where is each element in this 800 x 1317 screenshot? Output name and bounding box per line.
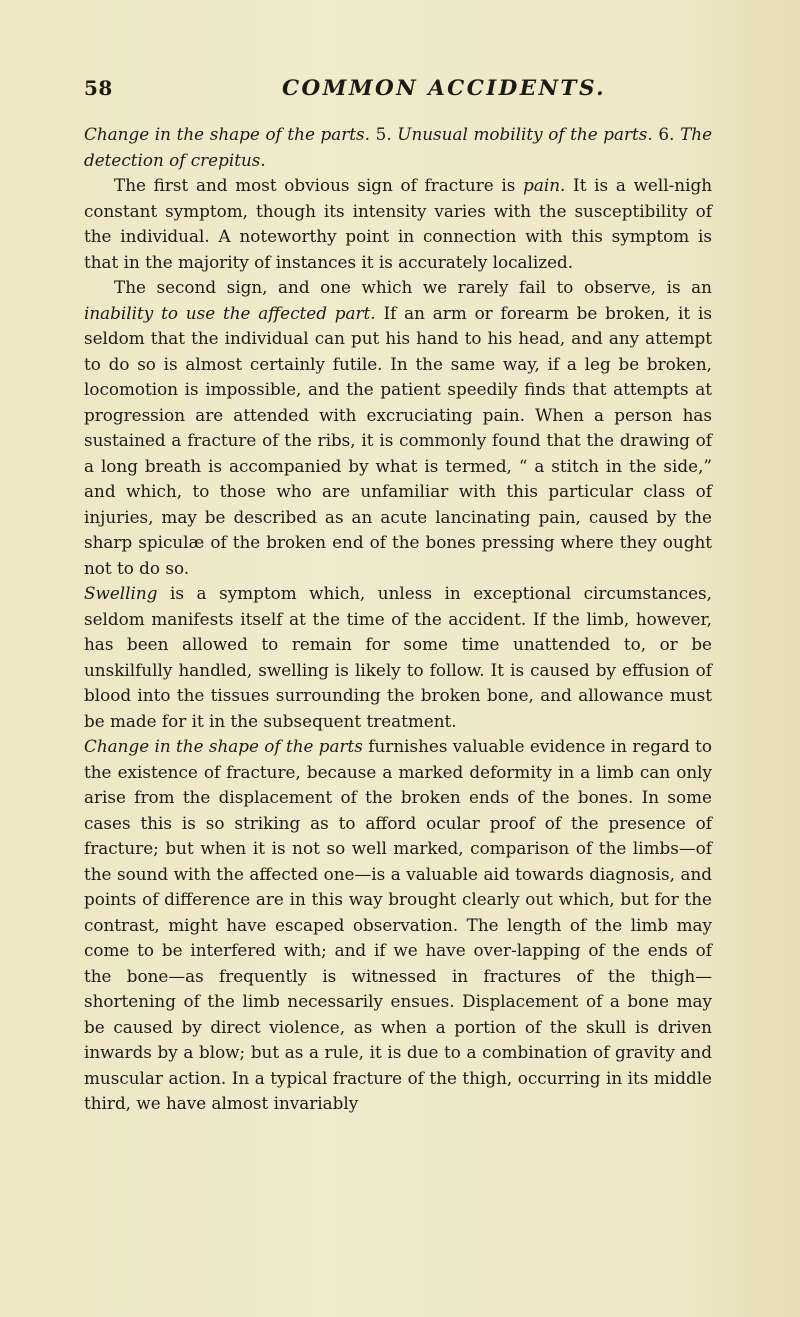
running-title: COMMON ACCIDENTS. bbox=[282, 76, 606, 101]
text-run: furnishes valuable evidence in regard to the existence of fracture, because a marked deformity in a limb can only arise from the displacement of the broken ends of the bones. In some cases this is so striking as to afford ocular proof of the presence of fracture; but when it is not so well marked, comparison of the limbs—of the sound with the affected one—is a valuable aid towards diagnosis, and points of difference are in this way brought clearly out which, but for the contrast, might have escaped observation. The length of the limb may come to be interfered with; and if we have over-lapping of the ends of the bone—as frequently is witnessed in fractures of the thigh—shortening of the limb necessarily ensues. Displacement of a bone may be caused by direct violence, as when a portion of the skull is driven inwards by a blow; but as a rule, it is due to a combination of gravity and muscular action. In a typical fracture of the thigh, occurring in its middle third, we have almost invariably bbox=[84, 736, 712, 1113]
page-number: 58 bbox=[84, 76, 113, 100]
paragraph bbox=[84, 581, 712, 734]
italic-text-run: Swelling bbox=[84, 583, 158, 603]
body-text bbox=[84, 122, 712, 1117]
text-run: It is a well-nigh constant symptom, though its intensity varies with the susceptibility of the individual. A noteworthy point in connection with this symptom is that in the majority of instances it is accurately localized. bbox=[84, 175, 712, 272]
paragraph bbox=[84, 122, 712, 173]
italic-text-run: pain. bbox=[523, 175, 566, 195]
italic-text-run: Change in the shape of the parts bbox=[84, 736, 363, 756]
text-run: If an arm or forearm be broken, it is seldom that the individual can put his hand to his head, and any attempt to do so is almost certainly futile. In the same way, if a leg be broken, locomotion is impossible, and the patient speedily finds that attempts at progression are attended with excruciating pain. When a person has sustained a fracture of the ribs, it is commonly found that the drawing of a long breath is accompanied by what is termed, “ a stitch in the side,” and which, to those who are unfamiliar with this particular class of injuries, may be described as an acute lancinating pain, caused by the sharp spiculæ of the broken end of the bones pressing where they ought not to do so. bbox=[84, 302, 712, 578]
italic-text-run: Change in the shape of the parts. bbox=[84, 124, 370, 144]
text-run: is a symptom which, unless in exceptional circumstances, seldom manifests itself at the time of the accident. If the limb, however, has been allowed to remain for some time unattended to, or be unskilfully handled, swelling is likely to follow. It is caused by effusion of blood into the tissues surrounding the broken bone, and allowance must be made for it in the subsequent treatment. bbox=[84, 583, 712, 731]
text-run: 6. bbox=[652, 124, 681, 144]
paragraph bbox=[84, 734, 712, 1117]
text-run: 5. bbox=[370, 124, 398, 144]
paragraph bbox=[84, 275, 712, 581]
text-run: The second sign, and one which we rarely fail to observe, is an bbox=[114, 277, 712, 297]
italic-text-run: The detection of crepitus. bbox=[84, 124, 712, 170]
text-run: The first and most obvious sign of fracture is bbox=[114, 175, 524, 195]
italic-text-run: inability to use the affected part. bbox=[84, 302, 376, 323]
italic-text-run: Unusual mobility of the parts. bbox=[397, 124, 653, 144]
page-header bbox=[84, 76, 712, 106]
paragraph bbox=[84, 173, 712, 275]
